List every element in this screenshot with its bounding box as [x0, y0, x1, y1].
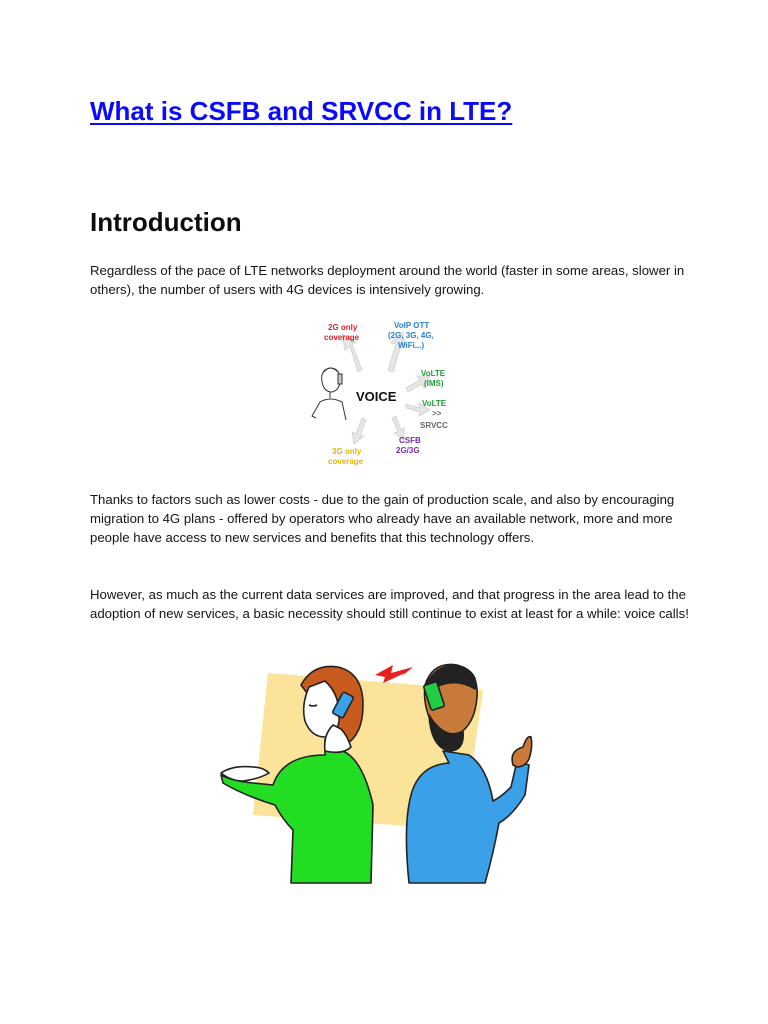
- paragraph-voice-calls: However, as much as the current data services are improved, and that progress in the area lead to the adoption of new services, a basic necessity should still continue to exist at least for a while: voice calls!: [90, 587, 689, 621]
- svg-text:coverage: coverage: [324, 333, 360, 342]
- voice-center-label: VOICE: [356, 389, 397, 404]
- svg-text:2G only: 2G only: [328, 323, 358, 332]
- paragraph-lte-deployment: Regardless of the pace of LTE networks deployment around the world (faster in some areas, slower in others), the number of users with 4G devices is intensively growing.: [90, 263, 685, 297]
- page-title[interactable]: What is CSFB and SRVCC in LTE?: [90, 96, 513, 126]
- svg-text:SRVCC: SRVCC: [420, 421, 448, 430]
- signal-lightning-icon: [375, 665, 413, 683]
- svg-text:(2G, 3G, 4G,: (2G, 3G, 4G,: [388, 331, 434, 340]
- svg-text:>>: >>: [432, 409, 442, 418]
- two-people-calling-illustration: [213, 655, 558, 885]
- svg-text:(IMS): (IMS): [424, 379, 444, 388]
- svg-text:3G only: 3G only: [332, 447, 362, 456]
- voice-options-diagram: [300, 312, 470, 474]
- person-on-phone-icon: [312, 368, 346, 420]
- section-heading-introduction: Introduction: [90, 207, 242, 237]
- svg-text:2G/3G: 2G/3G: [396, 446, 420, 455]
- svg-text:VoLTE: VoLTE: [422, 399, 447, 408]
- svg-text:CSFB: CSFB: [399, 436, 421, 445]
- svg-text:VoIP OTT: VoIP OTT: [394, 321, 430, 330]
- man-on-phone-icon: [406, 664, 531, 883]
- svg-text:VoLTE: VoLTE: [421, 369, 446, 378]
- svg-text:WiFi...): WiFi...): [398, 341, 425, 350]
- svg-text:coverage: coverage: [328, 457, 364, 466]
- paragraph-lower-costs: Thanks to factors such as lower costs - due to the gain of production scale, and also by encouraging migration to 4G plans - offered by operators who already have an available network, more and more people have access to new services and benefits that this technology offers.: [90, 492, 675, 545]
